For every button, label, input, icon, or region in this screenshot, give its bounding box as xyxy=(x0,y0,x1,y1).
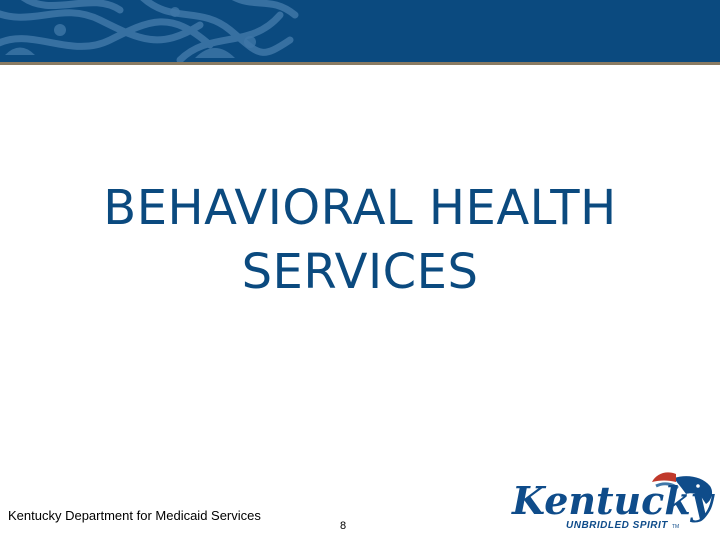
kentucky-unbridled-spirit-logo xyxy=(506,470,716,534)
slide-title-line-1: BEHAVIORAL HEALTH xyxy=(103,180,617,236)
page-number: 8 xyxy=(340,520,347,532)
logo-tagline: UNBRIDLED SPIRIT xyxy=(566,520,668,531)
header-swirl-pattern xyxy=(0,0,720,62)
logo-trademark: TM xyxy=(672,524,680,530)
slide-title xyxy=(40,176,680,304)
header-band xyxy=(0,0,720,62)
footer-department-text: Kentucky Department for Medicaid Services xyxy=(8,508,261,523)
logo-wordmark: Kentucky xyxy=(512,478,713,523)
header-rule xyxy=(0,62,720,65)
slide-title-line-2: SERVICES xyxy=(241,244,479,300)
